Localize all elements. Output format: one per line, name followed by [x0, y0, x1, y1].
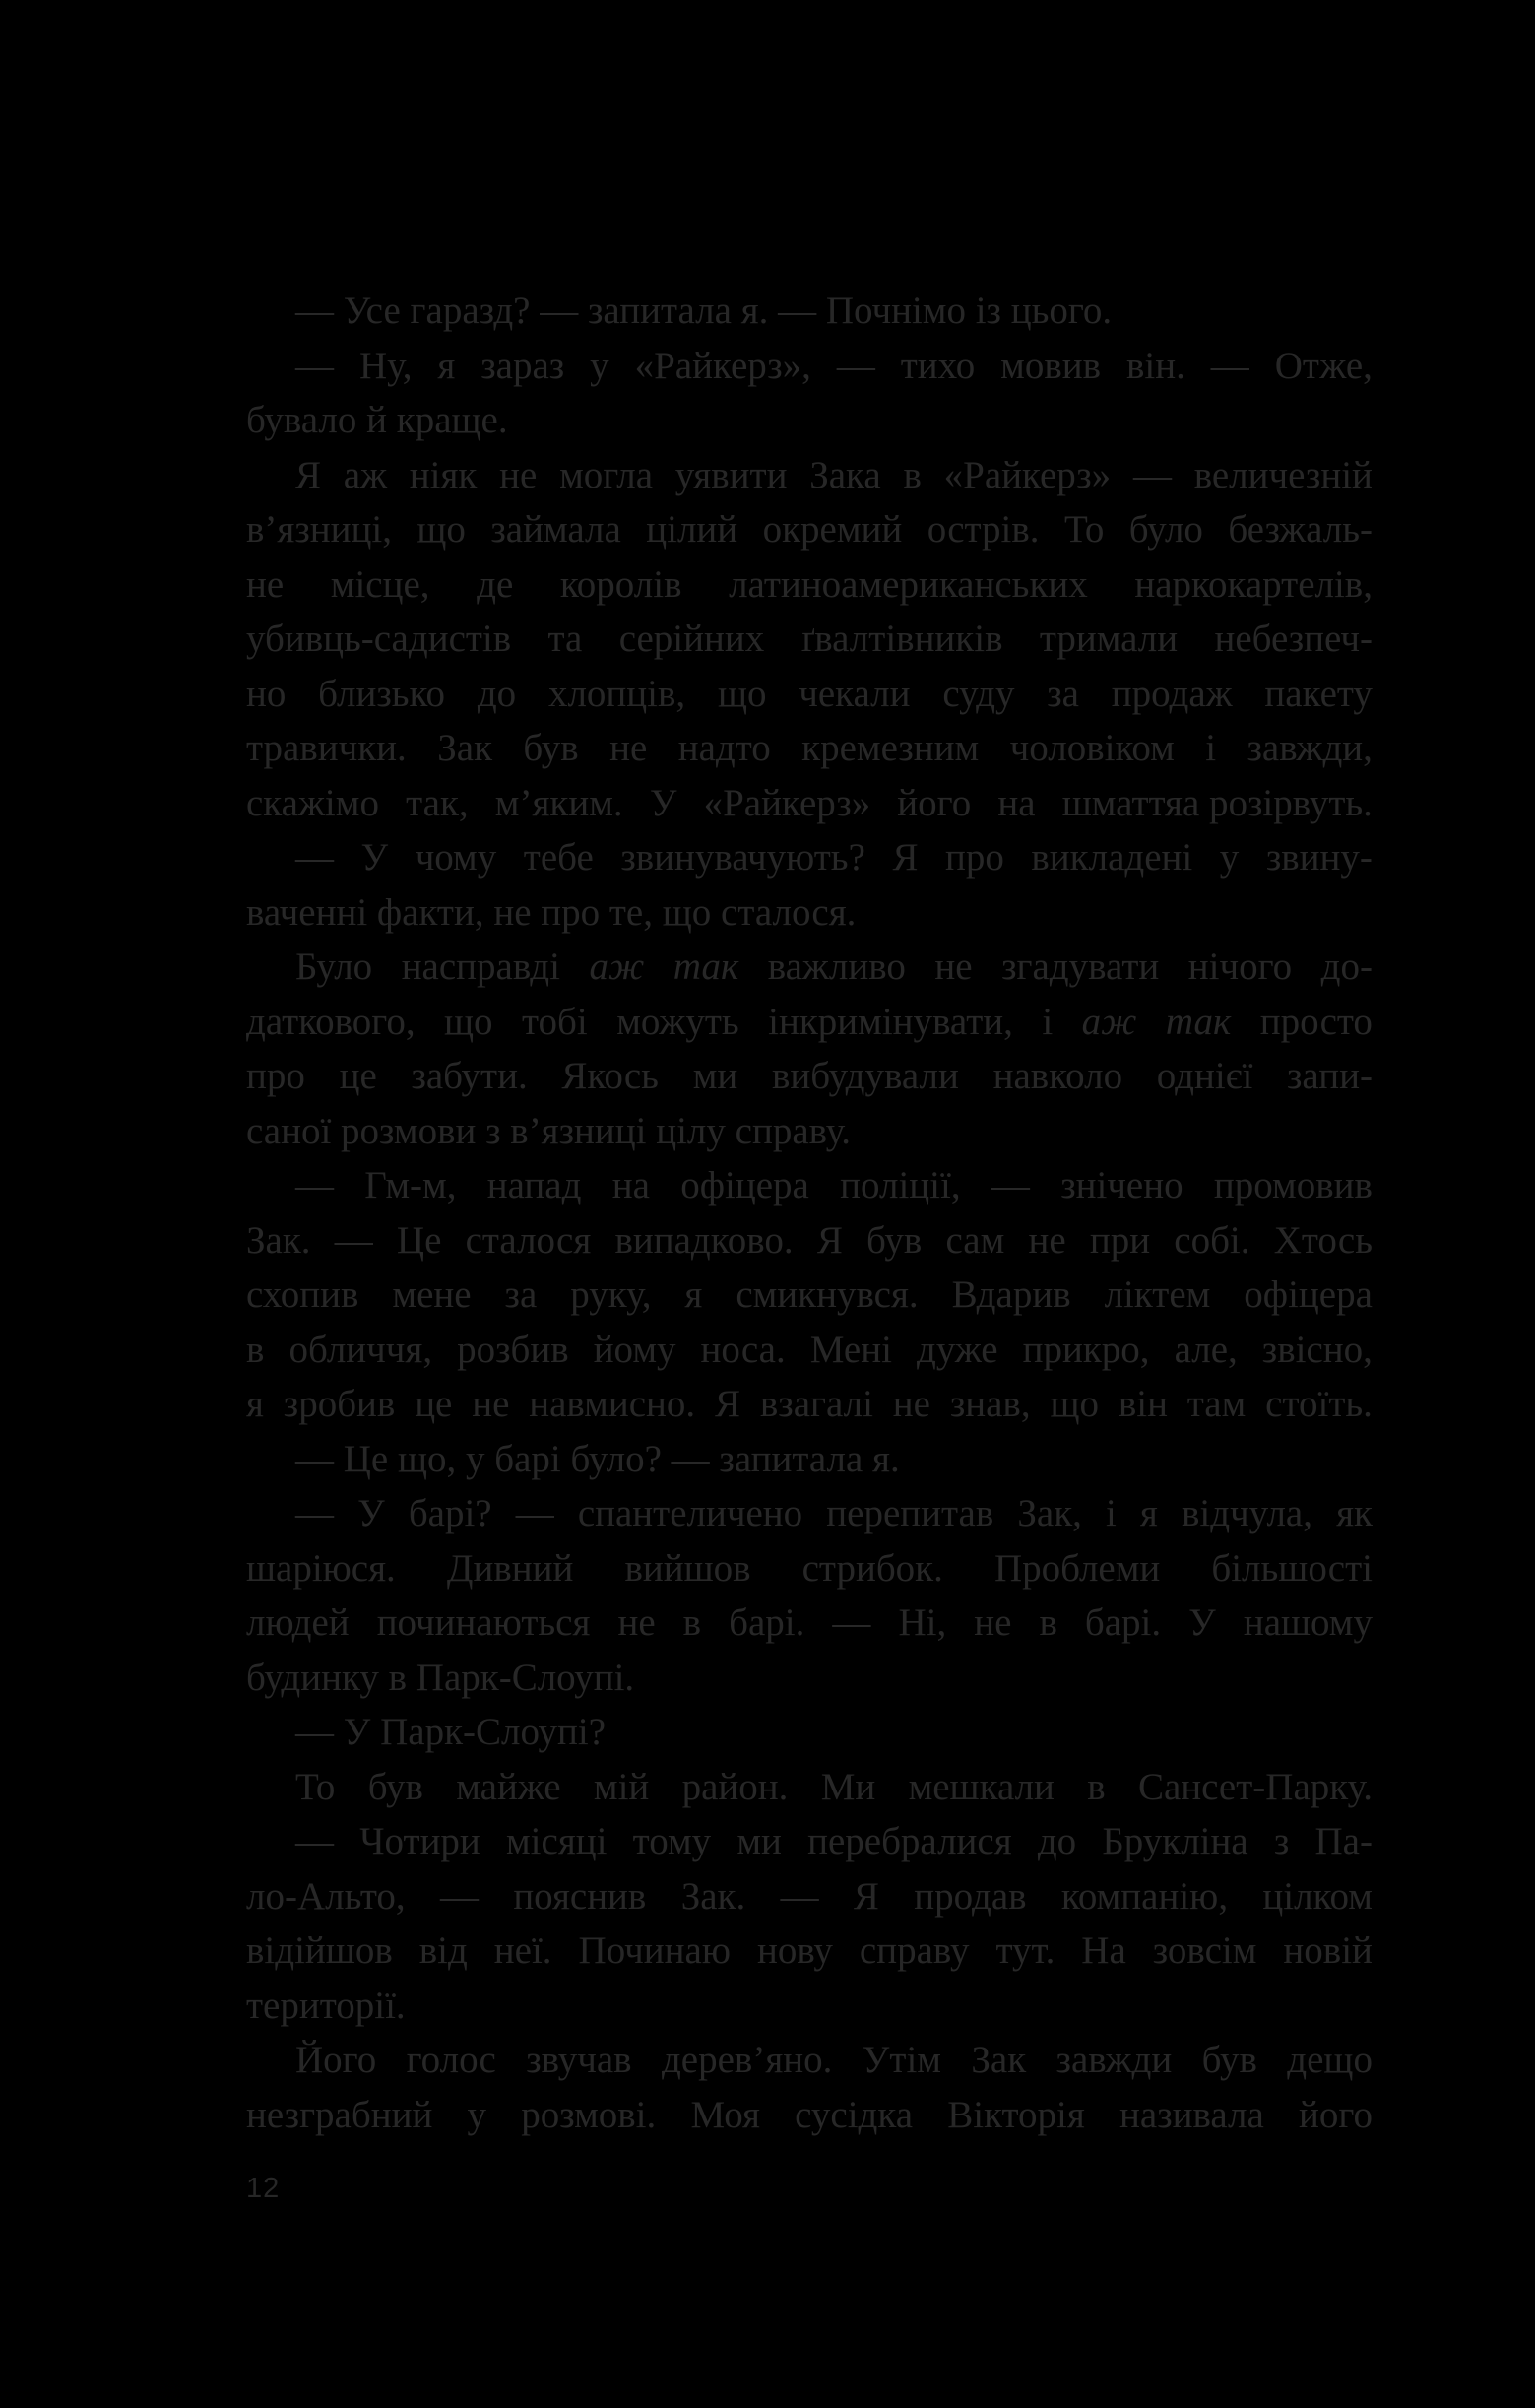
word: зараз	[480, 344, 565, 387]
word: звісно,	[1261, 1328, 1373, 1371]
word: шаріюся.	[246, 1546, 396, 1590]
word: там	[1186, 1383, 1247, 1425]
word: Зака	[809, 453, 881, 496]
word: стоїть.	[1265, 1383, 1373, 1425]
text-line	[246, 612, 1373, 667]
word: Вікторія	[947, 2093, 1085, 2136]
word: руку,	[570, 1273, 652, 1316]
word: до-	[1320, 945, 1373, 988]
word: промовив	[1213, 1164, 1373, 1206]
word: кремезним	[801, 727, 980, 769]
word: в	[246, 1328, 265, 1371]
word: запи-	[1287, 1055, 1373, 1097]
word: офіцера	[680, 1164, 809, 1206]
word: знічено	[1060, 1164, 1183, 1206]
word: був	[866, 1218, 923, 1262]
word: тобі	[522, 1000, 588, 1043]
word: цілий	[646, 508, 738, 551]
word: пакету	[1264, 672, 1373, 715]
word: та	[547, 618, 583, 660]
word: просто	[1259, 1000, 1373, 1043]
page-number: 12	[246, 2173, 281, 2204]
word: —	[334, 1218, 373, 1262]
word: величезній	[1193, 453, 1373, 496]
word: шматтяа розірвуть.	[1061, 781, 1373, 824]
text-line	[246, 1049, 1373, 1104]
word: не	[1028, 1218, 1066, 1262]
word: —	[780, 1874, 819, 1918]
word: чому	[415, 836, 497, 879]
word: даткового,	[246, 1000, 416, 1043]
word: що	[444, 1000, 493, 1043]
word: На	[1081, 1929, 1126, 1972]
word: То	[1063, 508, 1105, 551]
text-line	[246, 1323, 1373, 1378]
text-line	[246, 1923, 1373, 1979]
word: насправді	[401, 945, 560, 988]
word: незграбний	[246, 2093, 433, 2136]
word: чекали	[799, 672, 911, 715]
word: в	[682, 1601, 702, 1644]
word: але,	[1174, 1328, 1238, 1371]
word: зовсім	[1152, 1929, 1257, 1972]
word: був	[1201, 2039, 1257, 2081]
word: на	[997, 781, 1036, 824]
word: окремий	[762, 508, 903, 551]
word: поліції,	[840, 1164, 961, 1206]
word: навколо	[992, 1055, 1123, 1097]
word: — Усе гаразд? — запитала я. — Почнімо із цього.	[295, 290, 1113, 332]
word: вибудували	[771, 1055, 959, 1097]
word: в’язниці,	[246, 508, 392, 551]
word: тебе	[523, 836, 594, 879]
word: травички.	[246, 727, 407, 769]
word: нічого	[1187, 945, 1293, 988]
word: суду	[942, 672, 1015, 715]
word: королів	[559, 562, 682, 606]
word: сам	[945, 1218, 1005, 1262]
italic-word: так	[1165, 1000, 1232, 1043]
text-line	[246, 885, 1373, 941]
word: —	[295, 836, 334, 879]
word: дерев’яно.	[661, 2039, 833, 2081]
word: «Райкерз»,	[634, 344, 811, 387]
word: розмові.	[521, 2093, 657, 2136]
word: стрибок.	[801, 1546, 943, 1590]
word: неї.	[493, 1929, 552, 1972]
word: собі.	[1174, 1218, 1250, 1262]
word: викладені	[1031, 836, 1193, 879]
word: Зак	[971, 2039, 1027, 2081]
word: його	[897, 781, 972, 824]
word: був	[367, 1765, 423, 1808]
word: серійних	[618, 618, 765, 660]
word: ніяк	[409, 453, 478, 496]
word: я	[1139, 1492, 1158, 1534]
word: То	[295, 1765, 336, 1808]
word: —	[832, 1601, 871, 1644]
word: про	[944, 836, 1004, 879]
word: тихо	[900, 344, 976, 387]
word: було	[1128, 508, 1203, 551]
text-line	[246, 1595, 1373, 1651]
word: убивць-садистів	[246, 618, 512, 660]
word: більшості	[1211, 1546, 1373, 1590]
text-line	[246, 1814, 1373, 1869]
word: —	[295, 344, 334, 387]
word: Я	[295, 453, 322, 496]
word: Я	[892, 836, 919, 879]
word: і	[1105, 1492, 1117, 1534]
word: цілком	[1262, 1874, 1373, 1918]
word: я	[246, 1383, 264, 1425]
word: людей	[246, 1601, 350, 1644]
word: Вдарив	[951, 1273, 1071, 1316]
word: смикнувся.	[736, 1273, 919, 1316]
word: —	[1132, 453, 1172, 496]
word: де	[477, 562, 514, 606]
word: займала	[490, 508, 621, 551]
word: так,	[406, 781, 469, 824]
word: дуже	[916, 1328, 998, 1371]
word: мешкали	[908, 1765, 1055, 1808]
word: і	[1042, 1000, 1054, 1043]
word: обличчя,	[288, 1328, 433, 1371]
word: —	[295, 1164, 334, 1206]
word: ми	[692, 1055, 738, 1097]
word: бувало й краще.	[246, 399, 508, 441]
word: не	[246, 562, 285, 606]
word: мовив	[1000, 344, 1102, 387]
word: «Райкерз»	[943, 453, 1112, 496]
italic-word: аж	[1081, 1000, 1137, 1043]
word: Проблеми	[993, 1546, 1161, 1590]
word: Чотири	[359, 1820, 480, 1862]
word: при	[1089, 1218, 1151, 1262]
word: будинку в Парк-Слоупі.	[246, 1656, 635, 1699]
word: навмисно.	[529, 1383, 696, 1425]
word: що	[717, 672, 767, 715]
word: продаж	[1111, 672, 1233, 715]
word: до	[477, 672, 517, 715]
word: Утім	[862, 2039, 941, 2081]
word: безжаль-	[1228, 508, 1373, 551]
text-line	[246, 557, 1373, 613]
word: барі.	[729, 1601, 805, 1644]
word: це	[339, 1055, 377, 1097]
word: —	[836, 344, 875, 387]
text-line	[246, 1869, 1373, 1924]
word: звину-	[1265, 836, 1373, 879]
word: острів.	[927, 508, 1040, 551]
word: завжди	[1055, 2039, 1173, 2081]
word: вийшов	[624, 1546, 751, 1590]
word: завжди,	[1247, 727, 1373, 769]
word: він.	[1125, 344, 1185, 387]
word: важливо	[767, 945, 906, 988]
word: забути.	[411, 1055, 528, 1097]
word: з	[1273, 1820, 1290, 1862]
text-line	[246, 1104, 1373, 1159]
word: можуть	[616, 1000, 739, 1043]
word: ми	[736, 1820, 782, 1862]
word: території.	[246, 1984, 406, 2027]
word: напад	[486, 1164, 582, 1206]
word: Зак,	[1017, 1492, 1082, 1534]
word: Починаю	[578, 1929, 731, 1972]
text-line	[246, 339, 1373, 394]
word: спантеличено	[577, 1492, 803, 1534]
word: інкримінувати,	[768, 1000, 1013, 1043]
word: до	[1037, 1820, 1077, 1862]
word: У	[360, 836, 389, 879]
word: пояснив	[513, 1874, 647, 1918]
word: дещо	[1287, 2039, 1373, 2081]
text-line	[246, 284, 1373, 339]
word: ліктем	[1104, 1273, 1211, 1316]
word: —	[515, 1492, 554, 1534]
word: перепитав	[826, 1492, 994, 1534]
word: знав,	[949, 1383, 1031, 1425]
text-line	[246, 1486, 1373, 1541]
text-line	[246, 393, 1373, 448]
word: У	[1188, 1601, 1216, 1644]
word: звинувачують?	[620, 836, 865, 879]
word: Якось	[561, 1055, 659, 1097]
italic-word: аж	[589, 945, 645, 988]
word: уявити	[674, 453, 788, 496]
word: голос	[406, 2039, 496, 2081]
text-line	[246, 667, 1373, 722]
text-line	[246, 995, 1373, 1050]
word: місяці	[506, 1820, 608, 1862]
word: у	[1219, 836, 1240, 879]
word: сталося	[465, 1218, 592, 1262]
word: Брукліна	[1102, 1820, 1248, 1862]
word: надто	[677, 727, 771, 769]
word: Мені	[809, 1328, 892, 1371]
word: ґвалтівників	[800, 618, 1003, 660]
text-line	[246, 2088, 1373, 2143]
word: йому	[593, 1328, 676, 1371]
word: чоловіком	[1009, 727, 1175, 769]
word: латиноамериканських	[729, 562, 1088, 606]
word: ло-Альто,	[246, 1874, 406, 1918]
word: Зак.	[680, 1874, 746, 1918]
word: мій	[593, 1765, 650, 1808]
word: про	[246, 1055, 305, 1097]
word: барі.	[1084, 1601, 1162, 1644]
word: прикро,	[1022, 1328, 1150, 1371]
word: не	[974, 1601, 1012, 1644]
word: я	[437, 344, 456, 387]
word: його	[1299, 2093, 1373, 2136]
word: новій	[1283, 1929, 1373, 1972]
text-line	[246, 721, 1373, 776]
word: —	[295, 1492, 334, 1534]
word: випадково.	[614, 1218, 794, 1262]
word: не	[499, 453, 538, 496]
word: не	[934, 945, 973, 988]
body-text	[246, 284, 1373, 2142]
word: — Це що, у барі було? — запитала я.	[295, 1437, 900, 1480]
word: не	[617, 1601, 656, 1644]
word: офіцера	[1244, 1273, 1373, 1316]
word: розбив	[457, 1328, 569, 1371]
word: Його	[295, 2039, 377, 2081]
word: нашому	[1243, 1601, 1373, 1644]
text-line	[246, 776, 1373, 831]
text-line	[246, 1158, 1373, 1213]
word: наркокартелів,	[1134, 562, 1373, 606]
word: аж	[343, 453, 388, 496]
text-line	[246, 1213, 1373, 1269]
text-line	[246, 2033, 1373, 2088]
word: тримали	[1039, 618, 1179, 660]
word: відійшов	[246, 1929, 393, 1972]
word: це	[415, 1383, 453, 1425]
word: Моя	[690, 2093, 760, 2136]
word: но	[246, 672, 287, 715]
word: в	[903, 453, 922, 496]
word: Па-	[1314, 1820, 1373, 1862]
word: Зак	[437, 727, 493, 769]
word: —	[295, 1820, 334, 1862]
word: називала	[1119, 2093, 1264, 2136]
word: мене	[392, 1273, 472, 1316]
word: Зак.	[246, 1218, 311, 1262]
word: саної розмови з в’язниці цілу справу.	[246, 1109, 852, 1152]
word: зробив	[283, 1383, 396, 1425]
word: Дивний	[446, 1546, 574, 1590]
word: згадувати	[1001, 945, 1160, 988]
word: — У Парк-Слоупі?	[295, 1711, 607, 1753]
word: ваченні факти, не про те, що сталося.	[246, 890, 857, 934]
word: Ні,	[898, 1601, 947, 1644]
word: —	[991, 1164, 1030, 1206]
word: —	[439, 1874, 479, 1918]
text-line	[246, 1705, 1373, 1760]
word: починаються	[376, 1601, 591, 1644]
word: справу	[859, 1929, 970, 1972]
word: від	[418, 1929, 468, 1972]
word: Я	[816, 1218, 843, 1262]
word: за	[504, 1273, 538, 1316]
word: Я	[715, 1383, 741, 1425]
word: що	[416, 508, 466, 551]
word: У	[649, 781, 677, 824]
word: звучав	[526, 2039, 632, 2081]
word: компанію,	[1060, 1874, 1229, 1918]
word: Хтось	[1273, 1218, 1373, 1262]
text-line	[246, 448, 1373, 503]
word: тут.	[995, 1929, 1055, 1972]
word: взагалі	[759, 1383, 873, 1425]
word: перебралися	[807, 1820, 1012, 1862]
word: м’яким.	[494, 781, 623, 824]
word: не	[892, 1383, 930, 1425]
word: могла	[559, 453, 654, 496]
word: продав	[914, 1874, 1027, 1918]
word: не	[472, 1383, 510, 1425]
word: Ми	[820, 1765, 876, 1808]
word: майже	[456, 1765, 561, 1808]
word: сусідка	[795, 2093, 914, 2136]
word: Я	[853, 1874, 879, 1918]
word: Гм-м,	[364, 1164, 457, 1206]
word: місце,	[330, 562, 430, 606]
word: Отже,	[1274, 344, 1373, 387]
word: я	[684, 1273, 703, 1316]
word: відчула,	[1181, 1492, 1312, 1534]
text-line	[246, 1979, 1373, 2034]
word: нову	[756, 1929, 833, 1972]
word: Було	[295, 945, 373, 988]
word: барі?	[408, 1492, 492, 1534]
italic-word: так	[672, 945, 739, 988]
word: —	[1210, 344, 1249, 387]
word: схопив	[246, 1273, 359, 1316]
word: в	[1039, 1601, 1057, 1644]
word: Ну,	[358, 344, 413, 387]
text-line	[246, 1432, 1373, 1487]
word: Це	[396, 1218, 442, 1262]
word: носа.	[700, 1328, 786, 1371]
word: як	[1336, 1492, 1373, 1534]
word: і	[1205, 727, 1217, 769]
text-line	[246, 1651, 1373, 1706]
word: близько	[318, 672, 446, 715]
word: небезпеч-	[1214, 618, 1373, 660]
text-line	[246, 502, 1373, 557]
text-line	[246, 940, 1373, 995]
word: У	[357, 1492, 385, 1534]
word: що	[1050, 1383, 1099, 1425]
word: він	[1118, 1383, 1168, 1425]
word: за	[1047, 672, 1079, 715]
word: однієї	[1156, 1055, 1253, 1097]
word: скажімо	[246, 781, 379, 824]
word: «Райкерз»	[703, 781, 871, 824]
word: у	[467, 2093, 487, 2136]
word: не	[609, 727, 648, 769]
text-line	[246, 1377, 1373, 1432]
word: в	[1087, 1765, 1106, 1808]
word: район.	[681, 1765, 789, 1808]
text-line	[246, 1268, 1373, 1323]
text-line	[246, 830, 1373, 885]
word: був	[523, 727, 579, 769]
word: тому	[632, 1820, 712, 1862]
text-line	[246, 1760, 1373, 1815]
word: Сансет-Парку.	[1137, 1765, 1373, 1808]
word: на	[611, 1164, 650, 1206]
word: у	[590, 344, 609, 387]
word: хлопців,	[547, 672, 686, 715]
text-line	[246, 1541, 1373, 1596]
